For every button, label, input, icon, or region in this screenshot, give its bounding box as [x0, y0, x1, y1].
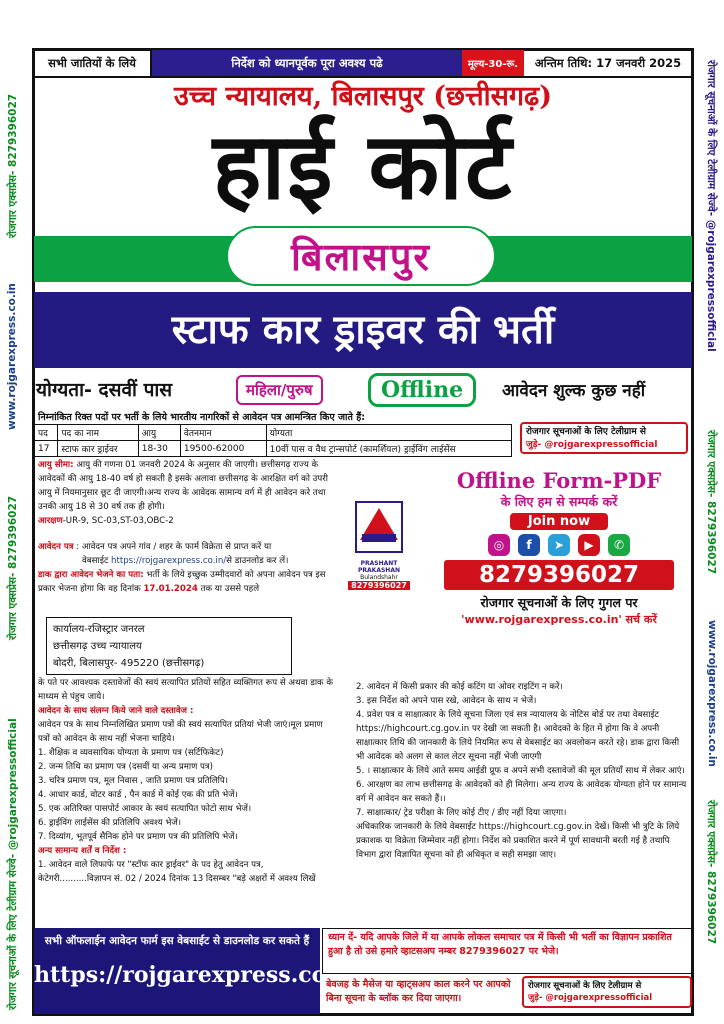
reservation-label: आरक्षण — [38, 516, 63, 526]
join-now-button[interactable]: Join now — [510, 513, 608, 530]
age-label: आयु सीमा: — [38, 460, 74, 470]
side-text-right-mid: रोजगार एक्सप्रेस- 8279396027 — [705, 430, 717, 575]
list-item: 7. साक्षात्कार/ ट्रेड परीक्षा के लिए कोई टीए / डीए नहीं दिया जाएगा। — [356, 808, 567, 818]
list-item: 1. आवेदन वाले लिफाफे पर "स्टॉफ कार ड्राईवर" के पद हेतु आवेदन पत्र, केटेगरी..........विज्ञापन सं. 02 / 2024 दिनांक 13 दिसम्बर "बड़े अक्षरों में अवश्य लिखें — [38, 860, 316, 884]
table-header: पद — [35, 425, 58, 441]
footer-notice — [322, 928, 692, 1014]
list-item: 2. आवेदन में किसी प्रकार की कोई कटिंग या ओवर राइटिंग न करें। — [356, 682, 563, 692]
offline-title: Offline Form-PDF — [456, 468, 662, 493]
logo-city: Bulandshahr — [360, 574, 398, 581]
age-section — [38, 458, 334, 528]
address-box — [46, 617, 292, 675]
footer-download-text: सभी ऑफलाईन आवेदन फार्म इस वेबसाईट से डाउनलोड कर सकते हैं — [44, 935, 310, 947]
list-item: 5. एक अतिरिक्त पासपोर्ट आकार के स्वयं सत्यापित फोटो साथ भेजें। — [38, 804, 252, 814]
side-text-right-mid2: www.rojgarexpress.co.in — [706, 620, 718, 767]
after-address-text: के पते पर आवश्यक दस्तावेजों की स्वयं सत्यापित प्रतियों सहित व्यक्तिगत रूप से अथवा डाक के माध्यम से पंहुच जाये। — [38, 678, 333, 702]
logo-phone: 8279396027 — [348, 581, 410, 590]
offline-subtitle: के लिए हम से सम्पर्क करें — [500, 494, 618, 509]
post-title: स्टाफ कार ड्राइवर की भर्ती — [34, 292, 692, 368]
footer-url[interactable]: https://rojgarexpress.co.in — [34, 962, 358, 988]
form-text3: से डाउनलोड कर लें। — [226, 556, 289, 566]
right-column — [356, 680, 688, 862]
telegram-icon[interactable]: ➤ — [548, 534, 570, 556]
footer-telegram-line1: रोजगार सूचनाओं के लिए टेलीग्राम से — [528, 981, 642, 991]
city-name: बिलासपुर — [291, 235, 431, 279]
table-header: योग्यता — [266, 425, 511, 441]
city-pill — [226, 226, 496, 286]
side-text-left-bottom: रोजगार सूचनाओं के लिए टेलीग्राम सेज्वे- @rojgarexpressofficial — [7, 718, 19, 1010]
post-address-label: डाक द्वारा आवेदन भेजने का पता: — [38, 570, 144, 580]
post-address-text2: तक या उससे पहले — [200, 584, 260, 594]
telegram-line2: जुड़े- @rojgarexpressofficial — [526, 440, 658, 450]
side-text-left-mid: www.rojgarexpress.co.in — [6, 283, 18, 430]
docs-heading: आवेदन के साथ संलग्न किये जाने वाले दस्तावेज : — [38, 706, 194, 716]
footer-telegram-line2: जुड़े- @rojgarexpressofficial — [528, 993, 653, 1003]
table-header: पद का नाम — [58, 425, 138, 441]
social-icons — [428, 534, 690, 556]
list-item: 3. चरित्र प्रमाण पत्र, मूल निवास , जाति प्रमाण पत्र प्रतिलिपि। — [38, 776, 229, 786]
table-cell: 18-30 — [138, 441, 180, 457]
last-date-label: अन्तिम तिथि: 17 जनवरी 2025 — [534, 55, 682, 70]
all-castes-label: सभी जातियों के लिये — [34, 50, 152, 76]
footer-telegram-box — [522, 976, 692, 1008]
table-header: वेतनमान — [180, 425, 266, 441]
address-line: बोदरी, बिलासपुर- 495220 (छत्तीसगढ़) — [53, 658, 205, 669]
instagram-icon[interactable]: ◎ — [488, 534, 510, 556]
age-text: आयु की गणना 01 जनवरी 2024 के अनुसार की जाएगी। छत्तीसगढ़ राज्य के आवेदकों की आयु 18-40 वर्ष हो सकती है इसके अलावा छत्तीसगढ़ के आरक्षित वर्ग को उपरी आयु में नियमानुसार छूट दी जाएगी।अन्य राज्य के आवेदक सामान्य वर्ग में ही आवेदन करे तथा उनकी आयु 18 से 30 वर्ष तक ही होगी। — [38, 460, 329, 512]
table-cell: स्टाफ कार ड्राईवर — [58, 441, 138, 457]
side-text-right-top: रोजगार सूचनाओं के लिए टेलीग्राम सेज्वे- @rojgarexpressofficial — [705, 60, 717, 352]
list-item: 6. आरक्षण का लाभ छत्तीसगढ़ के आवेदकों को ही मिलेगा। अन्य राज्य के आवेदक योग्यता होने पर सामान्य वर्ग में आवेदन कर सकते हैं।। — [356, 780, 687, 804]
gender-badge: महिला/पुरुष — [236, 375, 323, 405]
list-item: 6. ड्राईविंग लाईसेंस की प्रतिलिपि अवश्य भेजें। — [38, 818, 182, 828]
offline-badge: Offline — [368, 373, 476, 407]
google-text: रोजगार सूचनाओं के लिए गुगल पर — [480, 595, 638, 610]
reservation-text: -UR-9, SC-03,ST-03,OBC-2 — [62, 516, 174, 526]
logo-name: PRASHANT PRAKASHAN — [358, 560, 400, 574]
list-item: 1. शैक्षिक व व्यवसायिक योग्यता के प्रमाण पत्र (सर्टिफिकेट) — [38, 748, 224, 758]
form-text2: वेबसाईट — [82, 556, 109, 566]
website-text[interactable]: 'www.rojgarexpress.co.in' सर्च करें — [461, 613, 657, 626]
qualification-label: योग्यता- दसवीं पास — [36, 379, 173, 401]
footer-note: ध्यान दें- यदि आपके जिले में या आपके लोकल समाचार पत्र में किसी भी भर्ती का विज्ञापन प्रकाशित हुआ है तो उसे हमारे व्हाटसअप नम्बर 8279396027 पर भेजे। — [322, 928, 692, 974]
telegram-box — [520, 422, 688, 454]
book-logo-icon — [352, 498, 406, 556]
address-line: कार्यालय-रजिस्ट्रार जनरल — [53, 624, 145, 635]
footer-warning: बेवजह के मैसेज या व्हाट्सअप काल करने पर आपको बिना सूचना के ब्लॉक कर दिया जाएगा। — [326, 979, 511, 1004]
intro-text: निम्नांकित रिक्त पदों पर भर्ती के लिये भारतीय नागरिकों से आवेदन पत्र आमन्त्रित किए जाते हैं: — [38, 412, 366, 423]
list-item: अधिकारिक जानकारी के लिये वेबसाईट https://highcourt.cg.gov.in देखें। किसी भी त्रुटि के लिये प्रकाशक या विक्रेता जिम्मेवार नहीं होगा। निर्देश को प्रकाशित करने में पूर्ण सावधानी बरती गई है तथापि विभाग द्वारा विज्ञापित सूचना को ही अधिकृत व सही समझा जाए। — [356, 822, 680, 860]
docs-section — [38, 676, 334, 886]
list-item: 4. आधार कार्ड, वोटर कार्ड , पैन कार्ड में कोई एक की प्रति भेजें। — [38, 790, 238, 800]
form-link[interactable]: https://rojgarexpress.co.in/ — [111, 556, 227, 566]
form-section — [38, 540, 338, 596]
side-text-left-top: रोजगार एक्सप्रेस- 8279396027 — [7, 93, 19, 238]
table-cell: 19500-62000 — [180, 441, 266, 457]
post-address-date: 17.01.2024 — [143, 584, 198, 594]
fee-label: आवेदन शुल्क कुछ नहीं — [502, 381, 646, 401]
publisher-logo — [348, 498, 410, 590]
table-cell: 10वीं पास व वैध ट्रान्सपोर्ट (कामर्शियल) ड्राईविंग लाईसेंस — [266, 441, 511, 457]
whatsapp-icon[interactable]: ✆ — [608, 534, 630, 556]
telegram-line1: रोजगार सूचनाओं के लिए टेलीग्राम से — [526, 427, 646, 437]
docs-intro: आवेदन पत्र के साथ निम्नलिखित प्रमाण पत्रों की स्वयं सत्यापित प्रतियां भेजी जाएं।मूल प्रमाण पत्रों को आवेदन के साथ नहीं भेजना चाहिये। — [38, 720, 323, 744]
youtube-icon[interactable]: ▶ — [578, 534, 600, 556]
contact-phone[interactable]: 8279396027 — [444, 560, 674, 590]
list-item: 2. जन्म तिथि का प्रमाण पत्र (दसवीं या अन्य प्रमाण पत्र) — [38, 762, 213, 772]
conditions-heading: अन्य सामान्य शर्तें व निर्देश : — [38, 846, 127, 856]
address-line: छत्तीसगढ़ उच्च न्यायालय — [53, 641, 142, 652]
offline-form-panel — [428, 466, 690, 676]
posts-table — [34, 424, 512, 457]
list-item: 3. इस निर्देश को अपने पास रखे, आवेदन के साथ न भेजें। — [356, 696, 537, 706]
list-item: 4. प्रवेश पत्र व साक्षात्कार के लिये सूचना जिला एवं सत्र न्यायालय के नोटिस बोर्ड पर तथा वेबसाईट https://highcourt.cg.gov.in पर देखी जा सकती है। आवेदको के हित में होगा कि वे अपनी साक्षात्कार तिथि की जानकारी के लिये नियमित रूप से वेबसाईट का अवलोकन करते रहे। डाक द्वारा किसी भी आवेदक को अलग से काल लेटर सूचना नहीं भेजी जाएगी — [356, 710, 680, 762]
table-cell: 17 — [35, 441, 58, 457]
price-badge: मूल्य-30-रू. — [462, 50, 524, 76]
post-address-text: भर्ती के लिये इच्छुक उम्मीदवारों को अपना आवेदन पत्र इस प्रकार भेजना होगा कि वह दिनांक — [38, 570, 326, 594]
list-item: 5. । साक्षात्कार के लिये आते समय आईडी प्रूफ व अपने सभी दस्तावेजों की मूल प्रतियाँ साथ में लेकर आएं। — [356, 766, 685, 776]
list-item: 7. दिव्यांग, भूतपूर्व सैनिक होने पर प्रमाण पत्र की प्रतिलिपि भेजें। — [38, 832, 238, 842]
read-instructions-banner: निर्देश को ध्यानपूर्वक पूरा अवश्य पढे — [152, 50, 462, 76]
table-header: आयु — [138, 425, 180, 441]
form-label: आवेदन पत्र — [38, 542, 74, 552]
table-header-row — [35, 425, 512, 441]
facebook-icon[interactable]: f — [518, 534, 540, 556]
high-court-heading: हाई कोर्ट — [212, 113, 514, 220]
side-text-left-mid2: रोजगार एक्सप्रेस- 8279396027 — [7, 495, 19, 640]
side-text-right-bottom: रोजगार एक्सप्रेस- 8279396027 — [705, 800, 717, 945]
top-bar — [34, 50, 692, 78]
form-text: : आवेदन पत्र अपने गांव / शहर के फार्म विक्रेता से प्राप्त करें या — [76, 542, 272, 552]
footer-download-banner — [34, 928, 358, 1014]
table-row — [35, 441, 512, 457]
court-title: उच्च न्यायालय, बिलासपुर (छत्तीसगढ़) — [173, 81, 553, 112]
